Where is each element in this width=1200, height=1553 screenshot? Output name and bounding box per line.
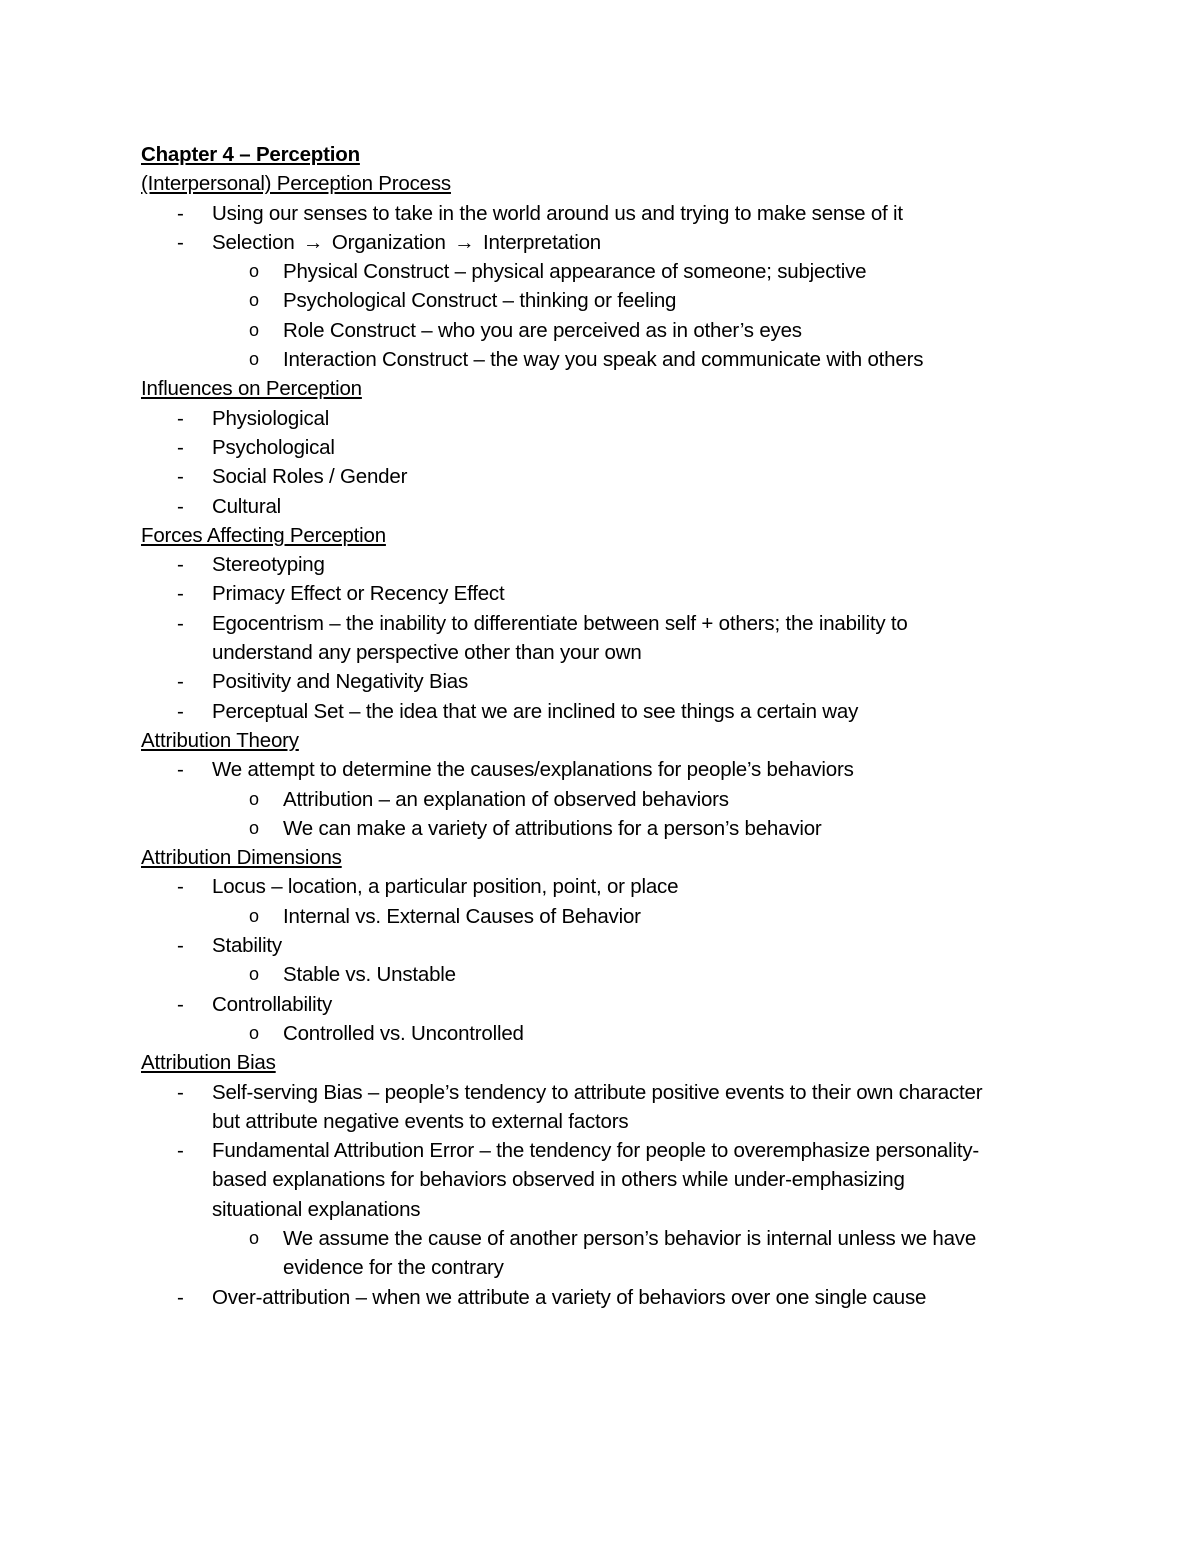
- list-item: [141, 931, 1061, 960]
- list-item: [141, 990, 1061, 1019]
- dash-bullet: -: [177, 582, 184, 606]
- list-item: [141, 433, 1061, 462]
- dash-bullet: -: [177, 611, 184, 635]
- dash-bullet: -: [177, 553, 184, 577]
- circle-bullet: o: [249, 319, 259, 340]
- sub-list-item-text: We assume the cause of another person’s behavior is internal unless we have: [283, 1226, 977, 1250]
- list-item-text: Primacy Effect or Recency Effect: [212, 582, 505, 606]
- list-item-continuation: [141, 1165, 1061, 1194]
- circle-bullet: o: [249, 349, 259, 370]
- list-item-text: Cultural: [212, 494, 282, 518]
- section-heading: Influences on Perception: [141, 377, 362, 401]
- list-item-text: Physiological: [212, 406, 330, 430]
- circle-bullet: o: [249, 1022, 259, 1043]
- dash-bullet: -: [177, 406, 184, 430]
- list-item-text: Egocentrism – the inability to differentiate between self + others; the inability to: [212, 611, 908, 635]
- dash-bullet: -: [177, 230, 184, 254]
- section-heading: Attribution Theory: [141, 728, 299, 752]
- sub-list-item: [141, 814, 1061, 843]
- sub-list-item: [141, 345, 1061, 374]
- dash-bullet: -: [177, 699, 184, 723]
- list-item: [141, 872, 1061, 901]
- list-item: [141, 462, 1061, 491]
- circle-bullet: o: [249, 261, 259, 282]
- list-item-text: Social Roles / Gender: [212, 465, 408, 489]
- section-heading: Attribution Bias: [141, 1051, 276, 1075]
- sub-list-item-text: We can make a variety of attributions for a person’s behavior: [283, 816, 822, 840]
- list-item: [141, 550, 1061, 579]
- circle-bullet: o: [249, 817, 259, 838]
- list-item-text: Fundamental Attribution Error – the tendency for people to overemphasize personality-: [212, 1139, 979, 1163]
- list-item: [141, 667, 1061, 696]
- dash-bullet: -: [177, 494, 184, 518]
- sub-list-item: [141, 286, 1061, 315]
- sub-list-item-text: Role Construct – who you are perceived as in other’s eyes: [283, 318, 802, 342]
- circle-bullet: o: [249, 905, 259, 926]
- page-title: Chapter 4 – Perception: [141, 143, 360, 166]
- sub-list-item: [141, 785, 1061, 814]
- list-item-text: Self-serving Bias – people’s tendency to attribute positive events to their own character: [212, 1080, 983, 1104]
- list-item: [141, 755, 1061, 784]
- circle-bullet: o: [249, 1227, 259, 1248]
- list-item: [141, 199, 1061, 228]
- dash-bullet: -: [177, 1285, 184, 1309]
- list-item-continuation: [141, 1107, 1061, 1136]
- dash-bullet: -: [177, 875, 184, 899]
- list-item: [141, 1136, 1061, 1165]
- list-item: [141, 609, 1061, 638]
- dash-bullet: -: [177, 1080, 184, 1104]
- sub-list-item: [141, 960, 1061, 989]
- section-heading: Forces Affecting Perception: [141, 523, 386, 547]
- sub-list-item: [141, 902, 1061, 931]
- list-item-text: based explanations for behaviors observed in others while under-emphasizing: [212, 1168, 905, 1192]
- dash-bullet: -: [177, 758, 184, 782]
- sub-list-item-continuation: [141, 1253, 1061, 1282]
- arrow-right-icon: →: [303, 230, 324, 254]
- list-item: [141, 228, 1061, 257]
- dash-bullet: -: [177, 435, 184, 459]
- list-item-text: but attribute negative events to external factors: [212, 1109, 629, 1133]
- list-item-text: situational explanations: [212, 1197, 421, 1221]
- sub-list-item: [141, 257, 1061, 286]
- list-item-text: [212, 228, 601, 257]
- sub-list-item-text: Interaction Construct – the way you speak and communicate with others: [283, 348, 924, 372]
- sub-list-item-text: Attribution – an explanation of observed behaviors: [283, 787, 729, 811]
- list-item-text: Positivity and Negativity Bias: [212, 670, 469, 694]
- selection-term: Selection: [212, 230, 295, 254]
- list-item: [141, 697, 1061, 726]
- dash-bullet: -: [177, 465, 184, 489]
- interpretation-term: Interpretation: [483, 230, 602, 254]
- sub-list-item: [141, 316, 1061, 345]
- section-heading: (Interpersonal) Perception Process: [141, 172, 451, 196]
- list-item-text: Perceptual Set – the idea that we are inclined to see things a certain way: [212, 699, 859, 723]
- list-item-text: Controllability: [212, 992, 333, 1016]
- circle-bullet: o: [249, 788, 259, 809]
- list-item: [141, 1283, 1061, 1312]
- document-page: [141, 140, 1061, 1312]
- dash-bullet: -: [177, 934, 184, 958]
- list-item-continuation: [141, 638, 1061, 667]
- sub-list-item: [141, 1019, 1061, 1048]
- list-item-text: Locus – location, a particular position, point, or place: [212, 875, 679, 899]
- list-item-text: We attempt to determine the causes/explanations for people’s behaviors: [212, 758, 854, 782]
- list-item: [141, 492, 1061, 521]
- dash-bullet: -: [177, 1139, 184, 1163]
- list-item-text: understand any perspective other than your own: [212, 641, 642, 665]
- sub-list-item-text: evidence for the contrary: [283, 1256, 504, 1280]
- circle-bullet: o: [249, 290, 259, 311]
- list-item-text: Using our senses to take in the world around us and trying to make sense of it: [212, 201, 903, 225]
- sub-list-item-text: Internal vs. External Causes of Behavior: [283, 904, 641, 928]
- sub-list-item-text: Psychological Construct – thinking or feeling: [283, 289, 677, 313]
- list-item: [141, 1078, 1061, 1107]
- list-item-text: Stability: [212, 934, 282, 958]
- dash-bullet: -: [177, 201, 184, 225]
- list-item-text: Stereotyping: [212, 553, 325, 577]
- circle-bullet: o: [249, 964, 259, 985]
- organization-term: Organization: [331, 230, 446, 254]
- list-item-continuation: [141, 1195, 1061, 1224]
- list-item-text: Psychological: [212, 435, 335, 459]
- section-heading: Attribution Dimensions: [141, 846, 342, 870]
- list-item: [141, 404, 1061, 433]
- sub-list-item-text: Controlled vs. Uncontrolled: [283, 1021, 524, 1045]
- sub-list-item-text: Stable vs. Unstable: [283, 963, 456, 987]
- list-item: [141, 579, 1061, 608]
- sub-list-item-text: Physical Construct – physical appearance of someone; subjective: [283, 260, 867, 284]
- dash-bullet: -: [177, 670, 184, 694]
- sub-list-item: [141, 1224, 1061, 1253]
- arrow-right-icon: →: [454, 230, 475, 254]
- list-item-text: Over-attribution – when we attribute a variety of behaviors over one single cause: [212, 1285, 927, 1309]
- dash-bullet: -: [177, 992, 184, 1016]
